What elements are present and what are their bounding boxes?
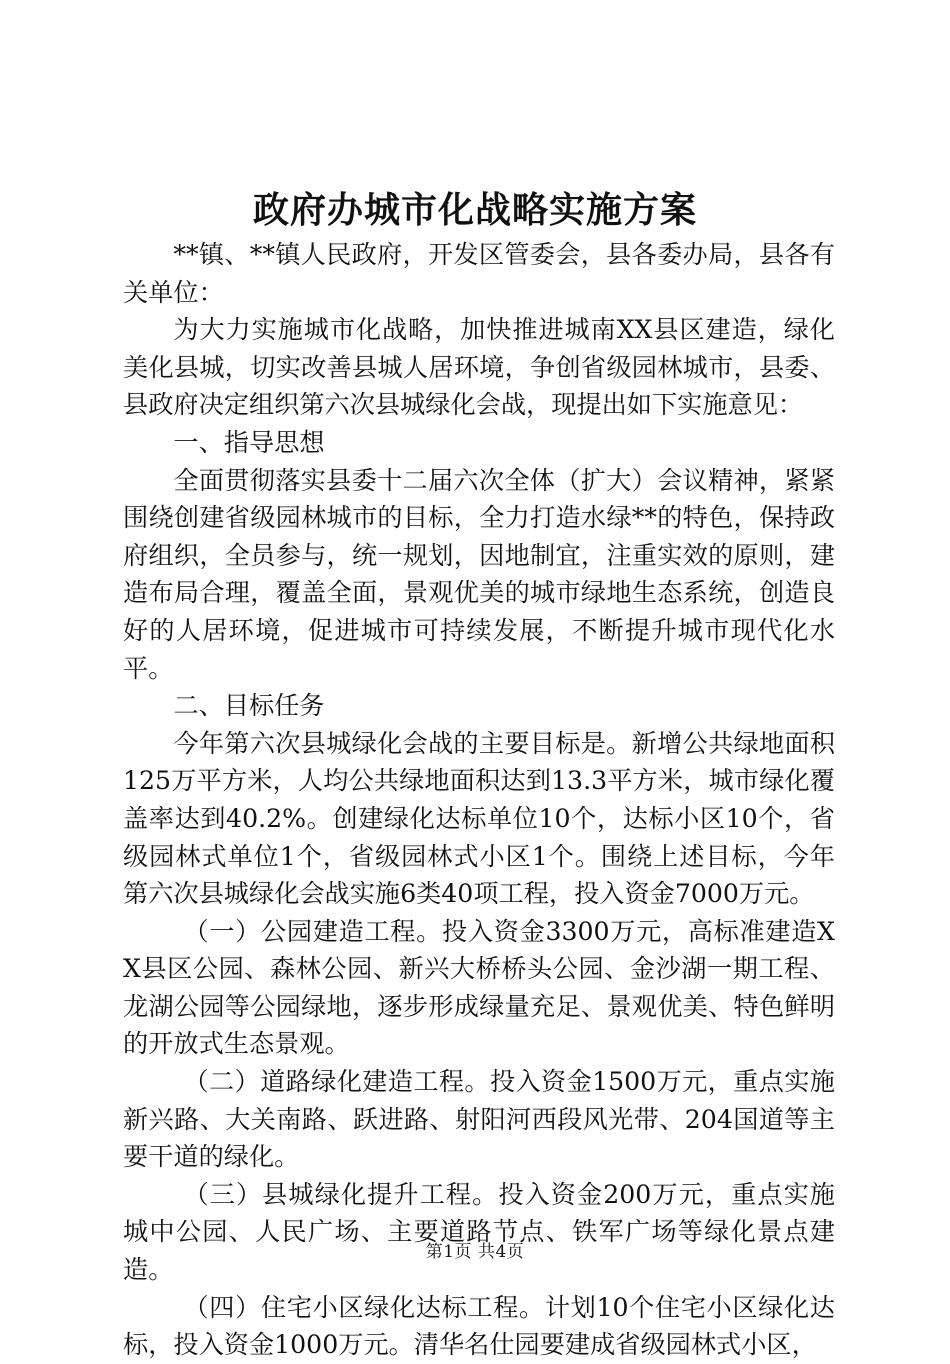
document-body (123, 236, 835, 1364)
guiding-ideology-paragraph: 全面贯彻落实县委十二届六次全体（扩大）会议精神，紧紧围绕创建省级园林城市的目标，全力打造水绿**的特色，保持政府组织，全员参与，统一规划，因地制宜，注重实效的原则，建造布局合理，覆盖全面，景观优美的城市绿地生态系统，创造良好的人居环境，促进城市可持续发展，不断提升城市现代化水平。 (123, 465, 835, 683)
item-park-construction: （一）公园建造工程。投入资金3300万元，高标准建造XX县区公园、森林公园、新兴大桥桥头公园、金沙湖一期工程、龙湖公园等公园绿地，逐步形成绿量充足、景观优美、特色鲜明的开放式生态景观。 (123, 916, 835, 1059)
section-heading-goals-tasks: 二、目标任务 (173, 691, 325, 721)
goals-paragraph: 今年第六次县城绿化会战的主要目标是。新增公共绿地面积125万平方米，人均公共绿地面积达到13.3平方米，城市绿化覆盖率达到40.2%。创建绿化达标单位10个，达标小区10个，省级园林式单位1个，省级园林式小区1个。围绕上述目标，今年第六次县城绿化会战实施6类40项工程，投入资金7000万元。 (123, 728, 835, 909)
item-road-greening: （二）道路绿化建造工程。投入资金1500万元，重点实施新兴路、大关南路、跃进路、射阳河西段风光带、204国道等主要干道的绿化。 (123, 1067, 835, 1172)
item-county-greening-upgrade: （三）县城绿化提升工程。投入资金200万元，重点实施城中公园、人民广场、主要道路节点、铁军广场等绿化景点建造。 (123, 1179, 835, 1285)
intro-paragraph: 为大力实施城市化战略，加快推进城南XX县区建造，绿化美化县城，切实改善县城人居环境，争创省级园林城市，县委、县政府决定组织第六次县城绿化会战，现提出如下实施意见： (123, 315, 835, 420)
section-heading-guiding-ideology: 一、指导思想 (173, 427, 325, 457)
addressee-paragraph: **镇、**镇人民政府，开发区管委会，县各委办局，县各有关单位： (123, 240, 835, 307)
item-residential-greening: （四）住宅小区绿化达标工程。计划10个住宅小区绿化达标，投入资金1000万元。清华名仕园要建成省级园林式小区， (123, 1292, 835, 1360)
document-title: 政府办城市化战略实施方案 (252, 189, 697, 231)
page-number-footer: 第1页 共4页 (425, 1242, 525, 1262)
